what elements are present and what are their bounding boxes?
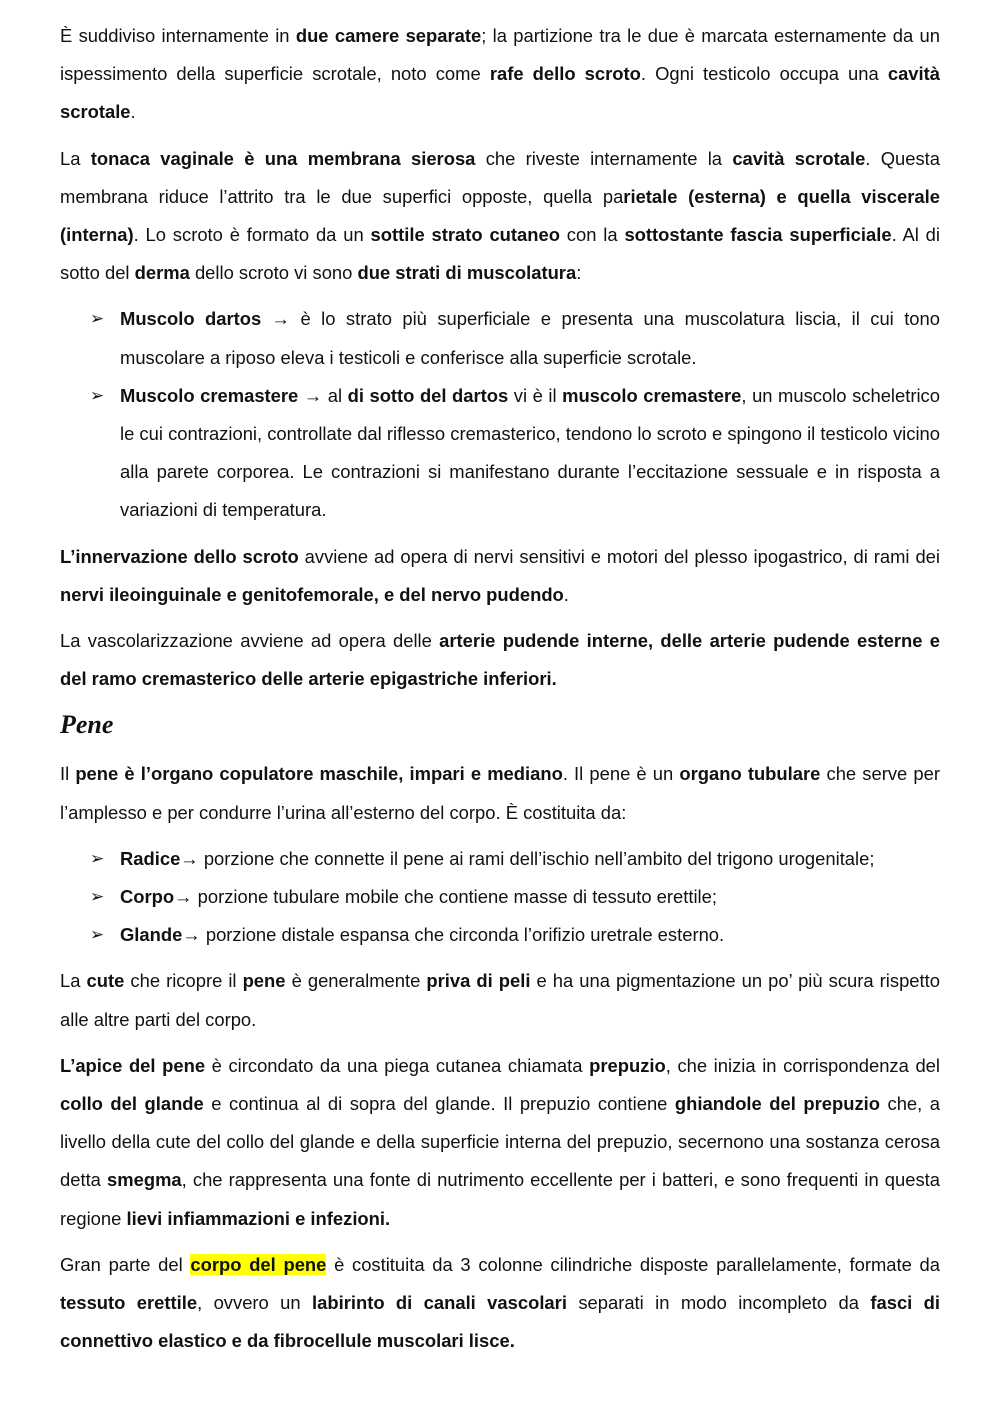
paragraph-corpo-pene: Gran parte del corpo del pene è costituita da 3 colonne cilindriche disposte parallelamente, formate da tessuto erettile, ovvero un labirinto di canali vascolari separati in modo incompleto da fasci di connettivo elastico e da fibrocellule muscolari lisce. — [60, 1253, 941, 1352]
bold-term: sottile strato cutaneo — [370, 224, 560, 246]
bold-term: smegma — [107, 1169, 182, 1191]
arrowhead-bullet-icon: ➢ — [90, 887, 105, 907]
bold-term: nervi ileoinguinale e genitofemorale, e del nervo pudendo — [60, 583, 564, 605]
bold-term: pene — [242, 970, 286, 992]
bold-term: tessuto erettile — [60, 1292, 198, 1314]
list-item: ➢ Corpo→ porzione tubulare mobile che contiene masse di tessuto erettile; — [60, 878, 940, 916]
bold-term: fasci di connettivo elastico e da fibrocellule muscolari lisce. — [60, 1292, 941, 1352]
bold-term: ghiandole del prepuzio — [674, 1093, 880, 1115]
bold-term: L’innervazione dello scroto — [60, 545, 299, 567]
list-item: ➢ Muscolo dartos → è lo strato più superficiale e presenta una muscolatura liscia, il cui tono muscolare a riposo eleva i testicoli e conferisce alla superficie scrotale. — [60, 300, 940, 376]
bold-term: cute — [86, 970, 125, 992]
bold-term: L’apice del pene — [60, 1054, 206, 1076]
arrowhead-bullet-icon: ➢ — [90, 925, 105, 945]
list-item: ➢ Muscolo cremastere → al di sotto del dartos vi è il muscolo cremastere, un muscolo scheletrico le cui contrazioni, controllate dal riflesso cremasterico, tendono lo scroto e spingono il testicolo vicino alla parete corporea. Le contrazioni si manifestano durante l’eccitazione sessuale e in risposta a variazioni di temperatura. — [60, 377, 940, 530]
bold-term: Radice — [120, 847, 181, 869]
bold-term: Muscolo dartos — [120, 308, 262, 330]
bold-term: muscolo cremastere — [562, 384, 742, 406]
bold-term: organo tubulare — [679, 763, 821, 785]
bold-term: cavità scrotale — [732, 147, 866, 169]
paragraph-innervazione: L’innervazione dello scroto avviene ad opera di nervi sensitivi e motori del plesso ipogastrico, di rami dei nervi ileoinguinale e genitofemorale, e del nervo pudendo. — [60, 545, 940, 605]
bold-term: Glande — [120, 924, 183, 946]
bold-term: lievi infiammazioni e infezioni. — [126, 1207, 391, 1229]
highlighted-term: corpo del pene — [190, 1253, 327, 1275]
bold-term: rafe dello scroto — [489, 63, 641, 85]
paragraph-scroto-camere: È suddiviso internamente in due camere separate; la partizione tra le due è marcata esternamente da un ispessimento della superficie scrotale, noto come rafe dello scroto. Ogni testicolo occupa una cavità scrotale. — [60, 25, 940, 123]
paragraph-pene-definizione: Il pene è l’organo copulatore maschile, impari e mediano. Il pene è un organo tubulare che serve per l’amplesso e per condurre l’urina all’esterno del corpo. È costituita da: — [60, 763, 940, 823]
bold-term: cavità scrotale — [60, 63, 940, 123]
bold-term: Corpo — [120, 886, 175, 908]
bold-term: collo del glande — [60, 1093, 204, 1115]
bold-term: due camere separate — [295, 25, 482, 46]
list-muscoli — [60, 300, 940, 529]
paragraph-vascolarizzazione: La vascolarizzazione avviene ad opera delle arterie pudende interne, delle arterie pudende esterne e del ramo cremasterico delle arterie epigastriche inferiori. — [60, 630, 941, 690]
bold-term: Muscolo cremastere — [120, 384, 299, 406]
bold-term: derma — [134, 262, 190, 284]
bold-term: arterie pudende interne, delle arterie pudende esterne e del ramo cremasterico delle arterie epigastriche inferiori. — [60, 630, 941, 690]
bold-term: sottostante fascia superficiale — [624, 224, 892, 246]
bold-term: tonaca vaginale è una membrana sierosa — [90, 147, 476, 169]
bold-term: pene è l’organo copulatore maschile, impari e mediano — [75, 763, 563, 785]
section-heading-pene: Pene — [60, 710, 114, 740]
list-parti-pene — [60, 840, 940, 955]
bold-term: due strati di muscolatura — [357, 262, 577, 284]
list-item: ➢ Glande→ porzione distale espansa che circonda l’orifizio uretrale esterno. — [60, 916, 940, 954]
arrowhead-bullet-icon: ➢ — [90, 309, 105, 329]
list-item: ➢ Radice→ porzione che connette il pene ai rami dell’ischio nell’ambito del trigono urogenitale; — [60, 840, 940, 878]
arrowhead-bullet-icon: ➢ — [90, 385, 105, 405]
bold-term: di sotto del dartos — [347, 384, 509, 406]
paragraph-cute-pene: La cute che ricopre il pene è generalmente priva di peli e ha una pigmentazione un po’ più scura rispetto alle altre parti del corpo. — [60, 970, 940, 1030]
paragraph-tonaca-vaginale: La tonaca vaginale è una membrana sierosa che riveste internamente la cavità scrotale. Questa membrana riduce l’attrito tra le due superfici opposte, quella parietale (esterna) e quella viscerale (interna). Lo scroto è formato da un sottile strato cutaneo con la sottostante fascia superficiale. Al di sotto del derma dello scroto vi sono due strati di muscolatura: — [60, 147, 941, 284]
bold-term: rietale (esterna) e quella viscerale (interna) — [60, 185, 940, 246]
bold-term: priva di peli — [426, 970, 531, 992]
paragraph-apice-prepuzio: L’apice del pene è circondato da una piega cutanea chiamata prepuzio, che inizia in corrispondenza del collo del glande e continua al di sopra del glande. Il prepuzio contiene ghiandole del prepuzio che, a livello della cute del collo del glande e della superficie interna del prepuzio, secernono una sostanza cerosa detta smegma, che rappresenta una fonte di nutrimento eccellente per i batteri, e sono frequenti in questa regione lievi infiammazioni e infezioni. — [60, 1054, 941, 1229]
arrowhead-bullet-icon: ➢ — [90, 848, 105, 868]
bold-term: labirinto di canali vascolari — [312, 1292, 567, 1314]
bold-term: prepuzio — [589, 1054, 666, 1076]
